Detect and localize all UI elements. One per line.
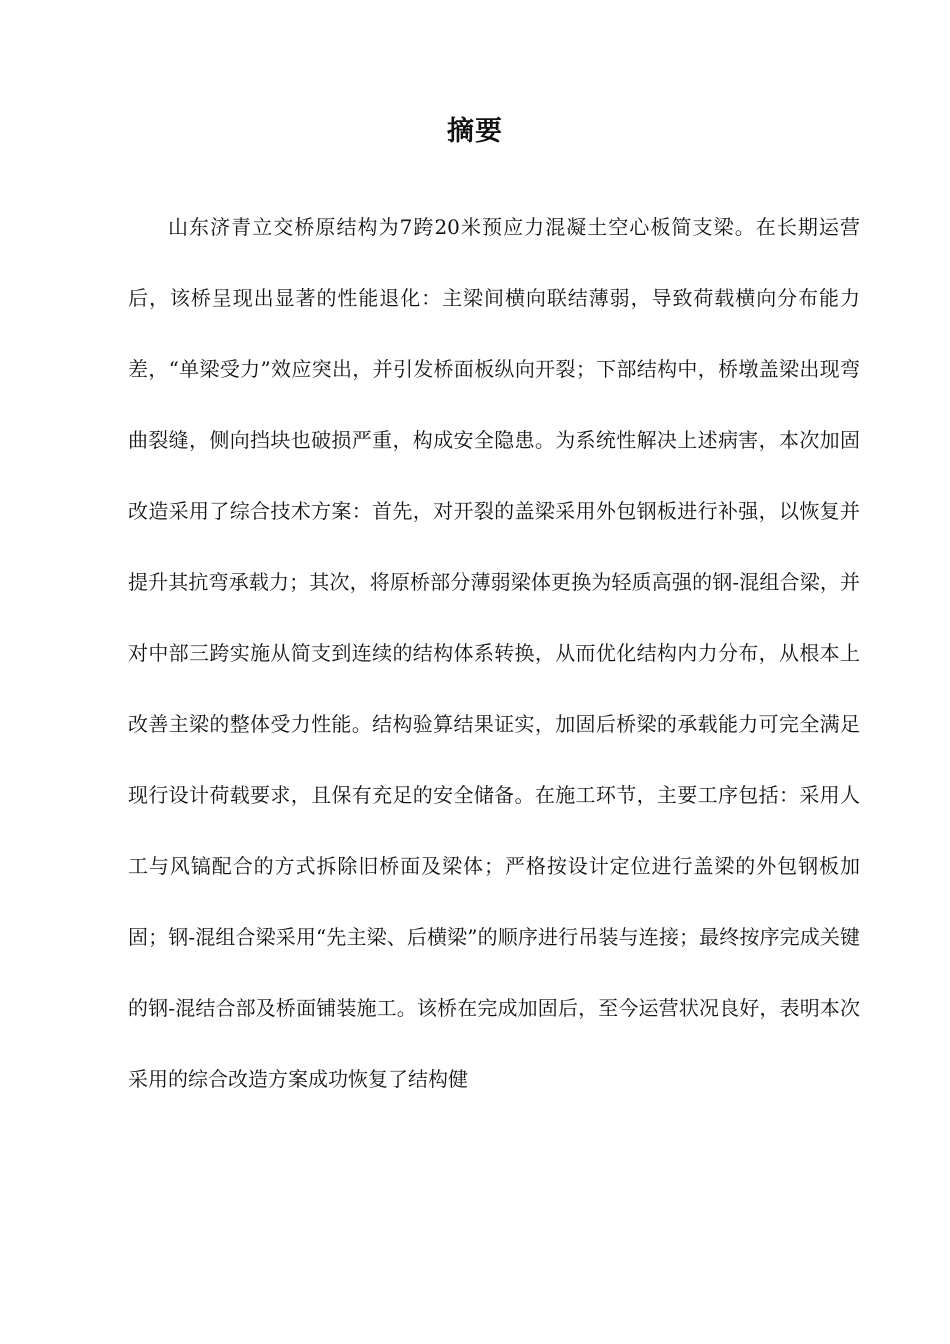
abstract-title: 摘要	[447, 116, 503, 147]
abstract-paragraph: 山东济青立交桥原结构为7跨20米预应力混凝土空心板简支梁。在长期运营后，该桥呈现出显著的性能退化：主梁间横向联结薄弱，导致荷载横向分布能力差，“单梁受力”效应突出，并引发桥面板纵向开裂；下部结构中，桥墩盖梁出现弯曲裂缝，侧向挡块也破损严重，构成安全隐患。为系统性解决上述病害，本次加固改造采用了综合技术方案：首先，对开裂的盖梁采用外包钢板进行补强，以恢复并提升其抗弯承载力；其次，将原桥部分薄弱梁体更换为轻质高强的钢-混组合梁，并对中部三跨实施从简支到连续的结构体系转换，从而优化结构内力分布，从根本上改善主梁的整体受力性能。结构验算结果证实，加固后桥梁的承载能力可完全满足现行设计荷载要求，且保有充足的安全储备。在施工环节，主要工序包括：采用人工与风镐配合的方式拆除旧桥面及梁体；严格按设计定位进行盖梁的外包钢板加固；钢-混组合梁采用“先主梁、后横梁”的顺序进行吊装与连接；最终按序完成关键的钢-混结合部及桥面铺装施工。该桥在完成加固后，至今运营状况良好，表明本次采用的综合改造方案成功恢复了结构健	[128, 215, 860, 1091]
